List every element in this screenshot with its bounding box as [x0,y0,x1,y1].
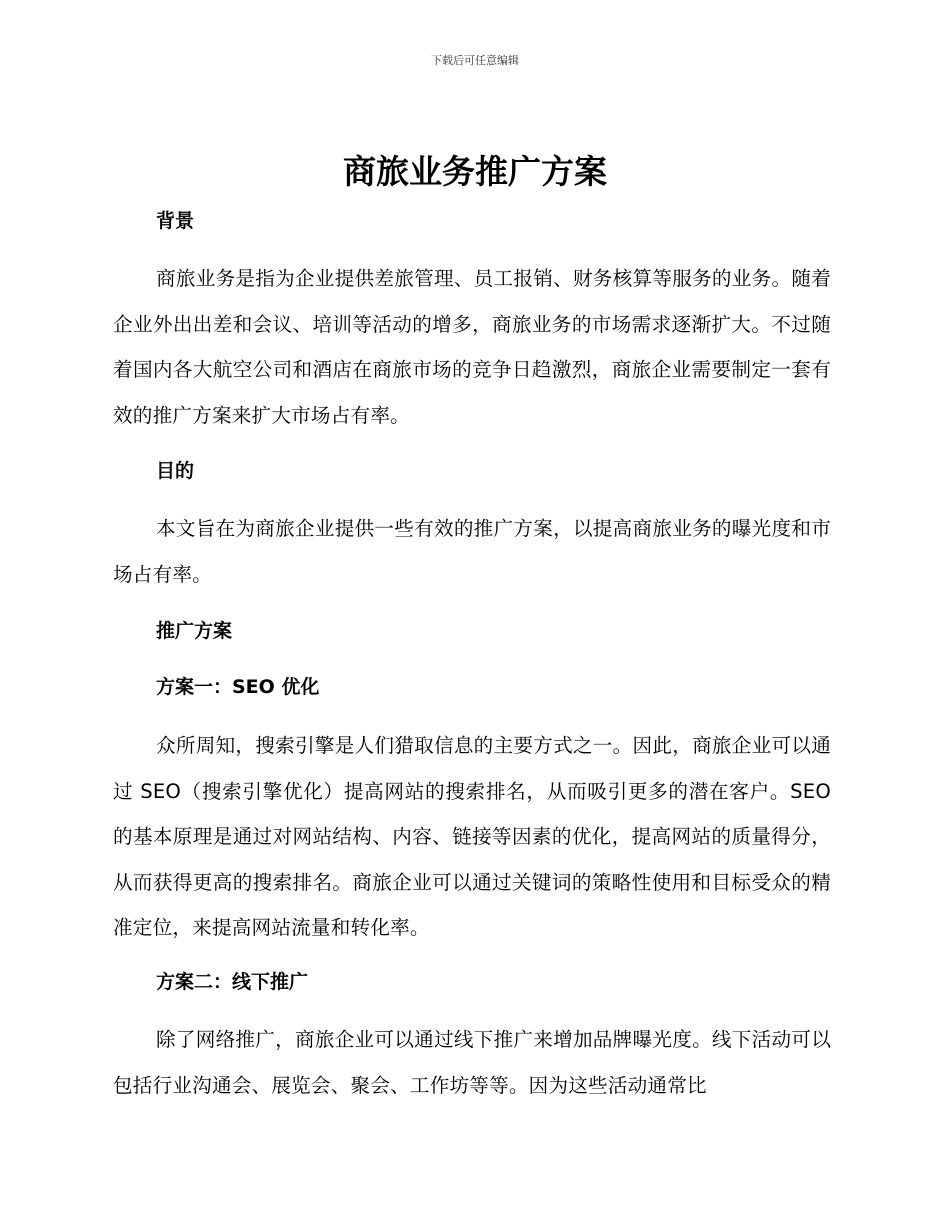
section-heading-background: 背景 [156,210,195,232]
document-title: 商旅业务推广方案 [343,152,607,191]
paragraph-plan-one: 众所周知，搜索引擎是人们猎取信息的主要方式之一。因此，商旅企业可以通过 SEO（搜索引擎优化）提高网站的搜索排名，从而吸引更多的潜在客户。SEO 的基本原理是通过对网站结构、内容、链接等因素的优化，提高网站的质量得分，从而获得更高的搜索排名。商旅企业可以通过关键词的策略性使用和目标受众的精准定位，来提高网站流量和转化率。 [113,734,831,939]
paragraph-background: 商旅业务是指为企业提供差旅管理、员工报销、财务核算等服务的业务。随着企业外出出差和会议、培训等活动的增多，商旅业务的市场需求逐渐扩大。不过随着国内各大航空公司和酒店在商旅市场的竞争日趋激烈，商旅企业需要制定一套有效的推广方案来扩大市场占有率。 [113,267,831,427]
section-heading-plan-two: 方案二：线下推广 [156,971,309,993]
paragraph-plan-two: 除了网络推广，商旅企业可以通过线下推广来增加品牌曝光度。线下活动可以包括行业沟通会、展览会、聚会、工作坊等等。因为这些活动通常比 [113,1028,831,1097]
section-heading-promotion: 推广方案 [156,620,233,642]
header-note: 下载后可任意编辑 [431,54,519,67]
paragraph-purpose: 本文旨在为商旅企业提供一些有效的推广方案，以提高商旅业务的曝光度和市场占有率。 [113,517,831,586]
section-heading-plan-one: 方案一：SEO 优化 [156,676,320,698]
section-heading-purpose: 目的 [156,460,195,482]
